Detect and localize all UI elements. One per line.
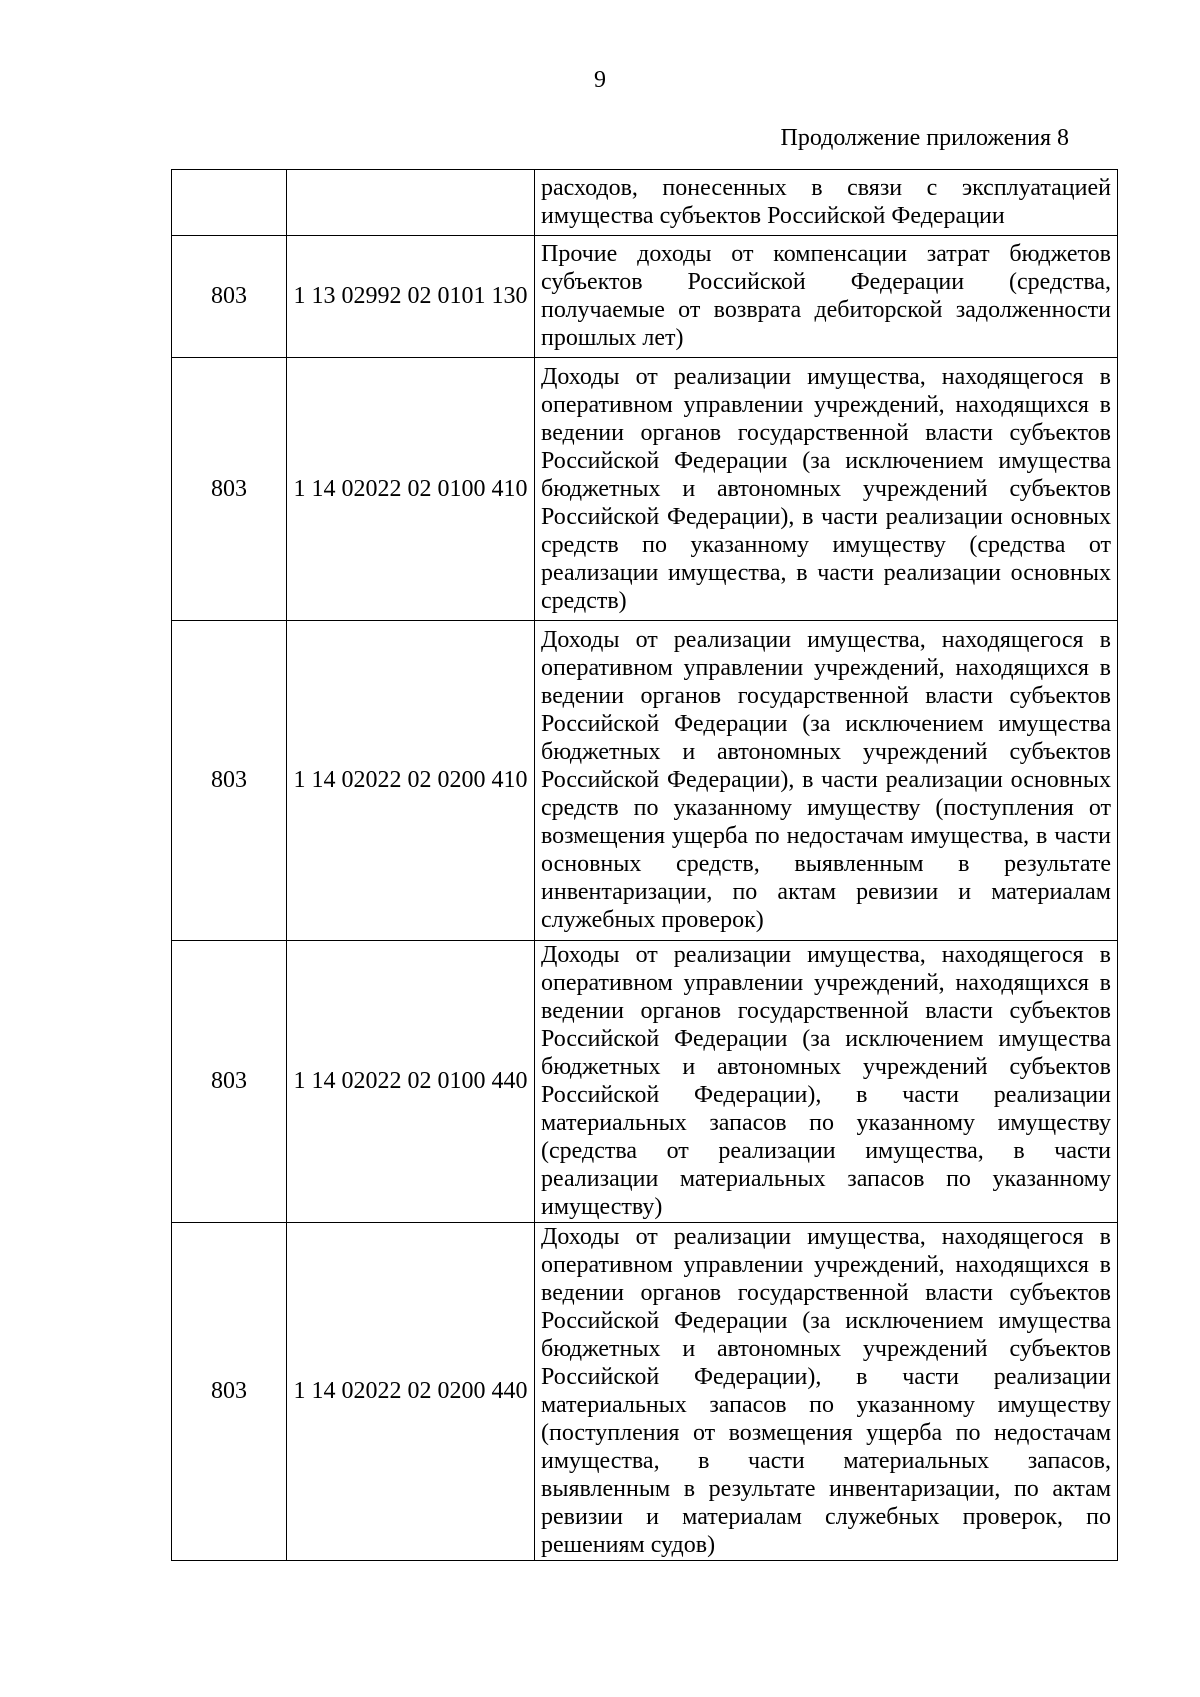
budget-code-cell: 1 14 02022 02 0100 410 [287, 358, 535, 621]
admin-code-cell: 803 [172, 236, 287, 358]
admin-code-cell [172, 170, 287, 236]
admin-code-cell: 803 [172, 1223, 287, 1561]
budget-code-cell: 1 14 02022 02 0200 410 [287, 621, 535, 941]
description-cell: Доходы от реализации имущества, находящегося в оперативном управлении учреждений, находящихся в ведении органов государственной власти субъектов Российской Федерации (за исключением имущества бюджетных и автономных учреждений субъектов Российской Федерации), в части реализации материальных запасов по указанному имуществу (поступления от возмещения ущерба по недостачам имущества, в части материальных запасов, выявленным в результате инвентаризации, по актам ревизии и материалам служебных проверок, по решениям судов) [535, 1223, 1118, 1561]
appendix-continuation-note: Продолжение приложения 8 [780, 125, 1069, 151]
table-row [172, 236, 1118, 358]
table-row [172, 170, 1118, 236]
table-row [172, 1223, 1118, 1561]
table-row [172, 941, 1118, 1223]
table-row [172, 358, 1118, 621]
description-cell: расходов, понесенных в связи с эксплуатацией имущества субъектов Российской Федерации [535, 170, 1118, 236]
budget-code-cell: 1 14 02022 02 0200 440 [287, 1223, 535, 1561]
budget-code-cell: 1 14 02022 02 0100 440 [287, 941, 535, 1223]
description-cell: Доходы от реализации имущества, находящегося в оперативном управлении учреждений, находящихся в ведении органов государственной власти субъектов Российской Федерации (за исключением имущества бюджетных и автономных учреждений субъектов Российской Федерации), в части реализации основных средств по указанному имуществу (поступления от возмещения ущерба по недостачам имущества, в части основных средств, выявленным в результате инвентаризации, по актам ревизии и материалам служебных проверок) [535, 621, 1118, 941]
description-cell: Доходы от реализации имущества, находящегося в оперативном управлении учреждений, находящихся в ведении органов государственной власти субъектов Российской Федерации (за исключением имущества бюджетных и автономных учреждений субъектов Российской Федерации), в части реализации основных средств по указанному имуществу (средства от реализации имущества, в части реализации основных средств) [535, 358, 1118, 621]
page-number: 9 [594, 67, 606, 93]
revenue-codes-table [171, 169, 1118, 1561]
admin-code-cell: 803 [172, 621, 287, 941]
admin-code-cell: 803 [172, 358, 287, 621]
table-row [172, 621, 1118, 941]
admin-code-cell: 803 [172, 941, 287, 1223]
budget-code-cell [287, 170, 535, 236]
description-cell: Доходы от реализации имущества, находящегося в оперативном управлении учреждений, находящихся в ведении органов государственной власти субъектов Российской Федерации (за исключением имущества бюджетных и автономных учреждений субъектов Российской Федерации), в части реализации материальных запасов по указанному имуществу (средства от реализации имущества, в части реализации материальных запасов по указанному имуществу) [535, 941, 1118, 1223]
description-cell: Прочие доходы от компенсации затрат бюджетов субъектов Российской Федерации (средства, получаемые от возврата дебиторской задолженности прошлых лет) [535, 236, 1118, 358]
budget-code-cell: 1 13 02992 02 0101 130 [287, 236, 535, 358]
